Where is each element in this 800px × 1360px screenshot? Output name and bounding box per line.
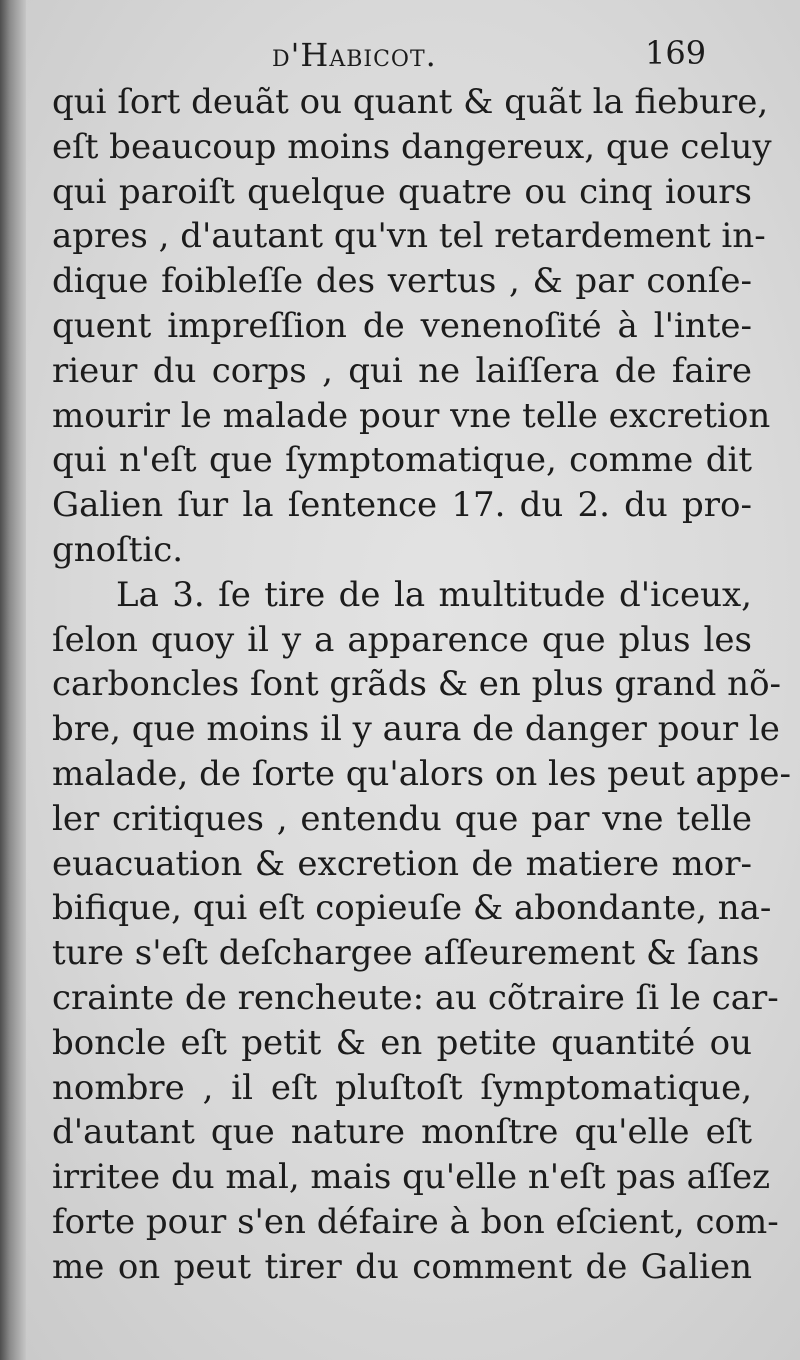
text-line: nombre , il eſt pluſtoſt ſymptomatique, [52,1067,752,1108]
page-gutter-shadow [0,0,26,1360]
paragraph-start-line: La 3. ſe tire de la multitude d'iceux, [116,574,752,615]
body-text [52,80,791,1290]
text-line: malade, de ſorte qu'alors on les peut appe- [52,753,791,794]
text-line: crainte de rencheute: au cõtraire ſi le car- [52,977,779,1018]
text-line: forte pour s'en défaire à bon eſcient, com- [52,1201,779,1242]
text-line: bre, que moins il y aura de danger pour le [52,709,780,750]
text-line: irritee du mal, mais qu'elle n'eſt pas aſſez [52,1157,771,1198]
text-line: d'autant que nature monſtre qu'elle eſt [52,1112,752,1153]
page-number: 169 [645,34,707,72]
text-line: mourir le malade pour vne telle excretion [52,395,771,436]
text-line: bifique, qui eſt copieuſe & abondante, na- [52,888,772,929]
text-line: Galien ſur la ſentence 17. du 2. du pro- [52,485,752,526]
text-line: eſt beaucoup moins dangereux, que celuy [52,126,772,167]
text-line: ſelon quoy il y a apparence que plus les [52,619,752,660]
text-line: rieur du corps , qui ne laiſſera de faire [52,350,752,391]
text-line: quent impreſſion de venenoſité à l'inte- [52,305,752,346]
text-line: ture s'eſt deſchargee aſſeurement & ſans [52,933,760,974]
text-line: boncle eſt petit & en petite quantité ou [52,1022,752,1063]
text-line: qui ſort deuãt ou quant & quãt la fiebure, [52,82,769,122]
paragraph-end-line: gnoſtic. [52,529,184,570]
text-line: qui n'eſt que ſymptomatique, comme dit [52,440,752,481]
text-line: me on peut tirer du comment de Galien [52,1246,752,1287]
text-line: apres , d'autant qu'vn tel retardement in- [52,216,766,257]
text-line: ler critiques , entendu que par vne telle [52,798,752,839]
running-head: d'Habicot. [272,36,437,74]
text-line: euacuation & excretion de matiere mor- [52,843,752,884]
text-line: dique foibleſſe des vertus , & par conſe- [52,261,752,302]
text-line: carboncles ſont grãds & en plus grand nõ- [52,664,782,705]
text-line: qui paroiſt quelque quatre ou cinq iours [52,171,752,212]
